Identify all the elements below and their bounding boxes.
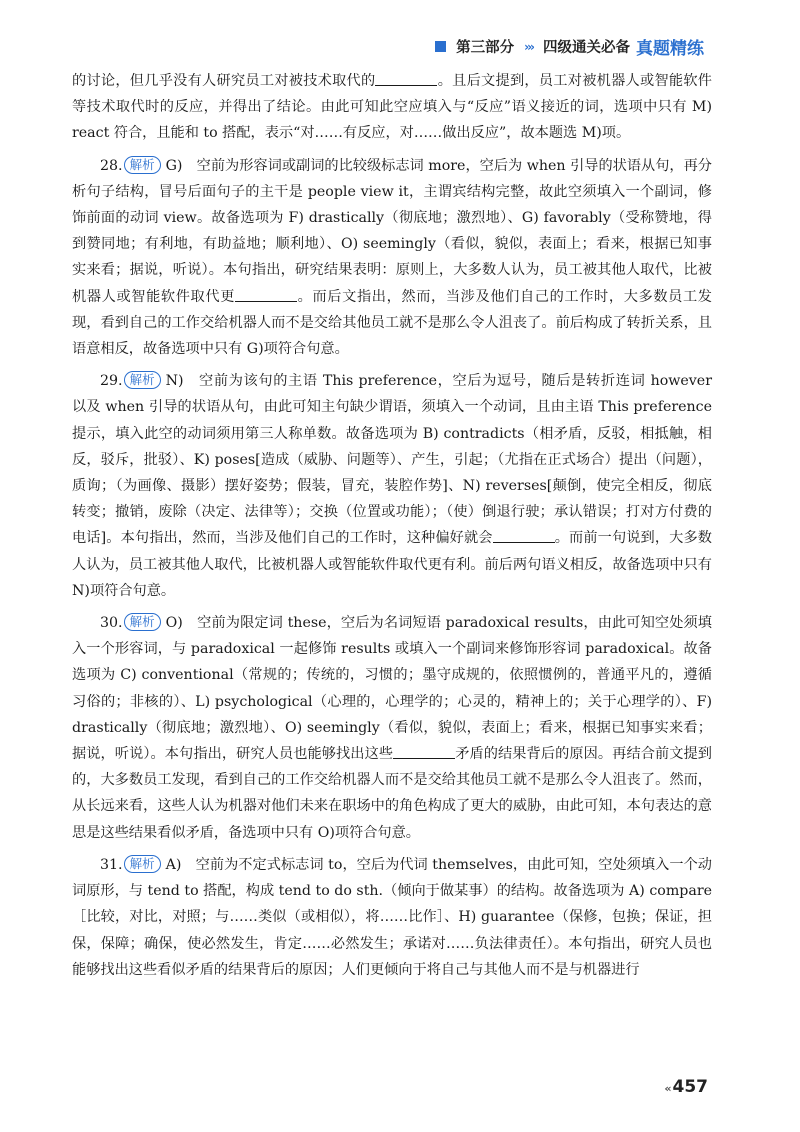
double-arrow-icon: ‹‹ [664, 1082, 670, 1095]
answer-blank [493, 528, 555, 543]
page-content [72, 68, 712, 989]
analysis-tag: 解析 [124, 156, 161, 174]
answer-blank [375, 71, 437, 86]
square-icon [435, 41, 446, 52]
analysis-tag: 解析 [124, 371, 161, 389]
question-number: 29. [100, 373, 123, 390]
q30-text-a: O) 空前为限定词 these，空后为名词短语 paradoxical results，由此可知空处须填入一个形容词，与 paradoxical 一起修饰 results 或填入一个副词来修饰形容词 paradoxical。故备选项为 C) conventional（常规的；传统的，习惯的；墨守成规的，依照惯例的，普通平凡的，遵循习俗的；非核的）、L) psychological（心理的，心理学的；心灵的，精神上的；关于心理学的）、F) drastically（彻底地；激烈地）、O) seemingly（看似，貌似，表面上；看来，根据已知事实来看；据说，听说）。本句指出，研究人员也能够找出这些 [72, 615, 712, 763]
answer-blank [235, 287, 297, 302]
p1-text-b: 。且后文提到，员工对被机器人或智能软件等技术取代时的反应，并得出了结论。由此可知此空应填入与“反应”语义接近的词，选项中只有 M) react 符合，且能和 to 搭配，表示“对……有反应，对……做出反应”，故本题选 M)项。 [72, 73, 712, 142]
q29-text-a: N) 空前为该句的主语 This preference，空后为逗号，随后是转折连词 however 以及 when 引导的状语从句，由此可知主句缺少谓语，须填入一个动词，且由主语 This preference 提示，填入此空的动词须用第三人称单数。故备选项为 B) contradicts（相矛盾，反驳，相抵触，相反，驳斥，批驳）、K) poses[造成（威胁、问题等）、产生，引起；（尤指在正式场合）提出（问题），质询；（为画像、摄影）摆好姿势；假装，冒充，装腔作势]、N) reverses[颠倒，使完全相反，彻底转变；撤销，废除（决定、法律等）；交换（位置或功能）；（使）倒退行驶；承认错误；打对方付费的电话]。本句指出，然而，当涉及他们自己的工作时，这种偏好就会 [72, 373, 712, 547]
q30-text-b: 矛盾的结果背后的原因。再结合前文提到的，大多数员工发现，看到自己的工作交给机器人而不是交给其他员工就不是那么令人沮丧了。然而，从长远来看，这些人认为机器对他们未来在职场中的角色构成了更大的威胁，由此可知，本句表达的意思是这些结果看似矛盾，备选项中只有 O)项符合句意。 [72, 746, 712, 841]
page-number: 457 [672, 1077, 708, 1097]
question-number: 30. [100, 615, 123, 632]
question-number: 31. [100, 856, 123, 873]
explanation-31 [72, 852, 712, 983]
header-accent: 真题精练 [636, 39, 704, 59]
explanation-29 [72, 368, 712, 604]
explanation-28 [72, 153, 712, 363]
header-part: 第三部分 [456, 40, 515, 56]
answer-blank [393, 744, 455, 759]
q31-text-a: A) 空前为不定式标志词 to，空后为代词 themselves，由此可知，空处须填入一个动词原形，与 tend to 搭配，构成 tend to do sth.（倾向于做某事）的结构。故备选项为 A) compare［比较，对比，对照；与……类似（或相似），将……比作］、H) guarantee（保修，包换；保证，担保，保障；确保，使必然发生，肯定……必然发生；承诺对……负法律责任）。本句指出，研究人员也能够找出这些看似矛盾的结果背后的原因；人们更倾向于将自己与其他人而不是与机器进行 [72, 856, 712, 978]
q29-text-b: 。而前一句说到，大多数人认为，员工被其他人取代，比被机器人或智能软件取代更有利。前后两句语义相反，故备选项中只有 N)项符合句意。 [72, 530, 712, 599]
explanation-30 [72, 610, 712, 846]
p1-text-a: 的讨论，但几乎没有人研究员工对被技术取代的 [72, 73, 376, 89]
running-header [435, 34, 704, 59]
question-number: 28. [100, 157, 123, 174]
header-series: 四级通关必备 [543, 40, 630, 56]
q28-text-a: G) 空前为形容词或副词的比较级标志词 more，空后为 when 引导的状语从句，再分析句子结构，冒号后面句子的主干是 people view it，主谓宾结构完整，故此空须填入一个副词，修饰前面的动词 view。故备选项为 F) drastically（彻底地；激烈地）、G) favorably（受称赞地，得到赞同地；有利地，有助益地；顺利地）、O) seemingly（看似，貌似，表面上；看来，根据已知事实来看；据说，听说）。本句指出，研究结果表明：原则上，大多数人认为，员工被其他人取代，比被机器人或智能软件取代更 [72, 157, 712, 305]
arrows-icon: ››› [524, 39, 533, 54]
paragraph-continued [72, 68, 712, 147]
q28-text-b: 。而后文指出，然而，当涉及他们自己的工作时，大多数员工发现，看到自己的工作交给机器人而不是交给其他员工就不是那么令人沮丧了。前后构成了转折关系，且语意相反，故备选项中只有 G)项符合句意。 [72, 288, 712, 358]
page-footer [664, 1077, 708, 1097]
analysis-tag: 解析 [124, 613, 161, 631]
analysis-tag: 解析 [124, 855, 161, 873]
